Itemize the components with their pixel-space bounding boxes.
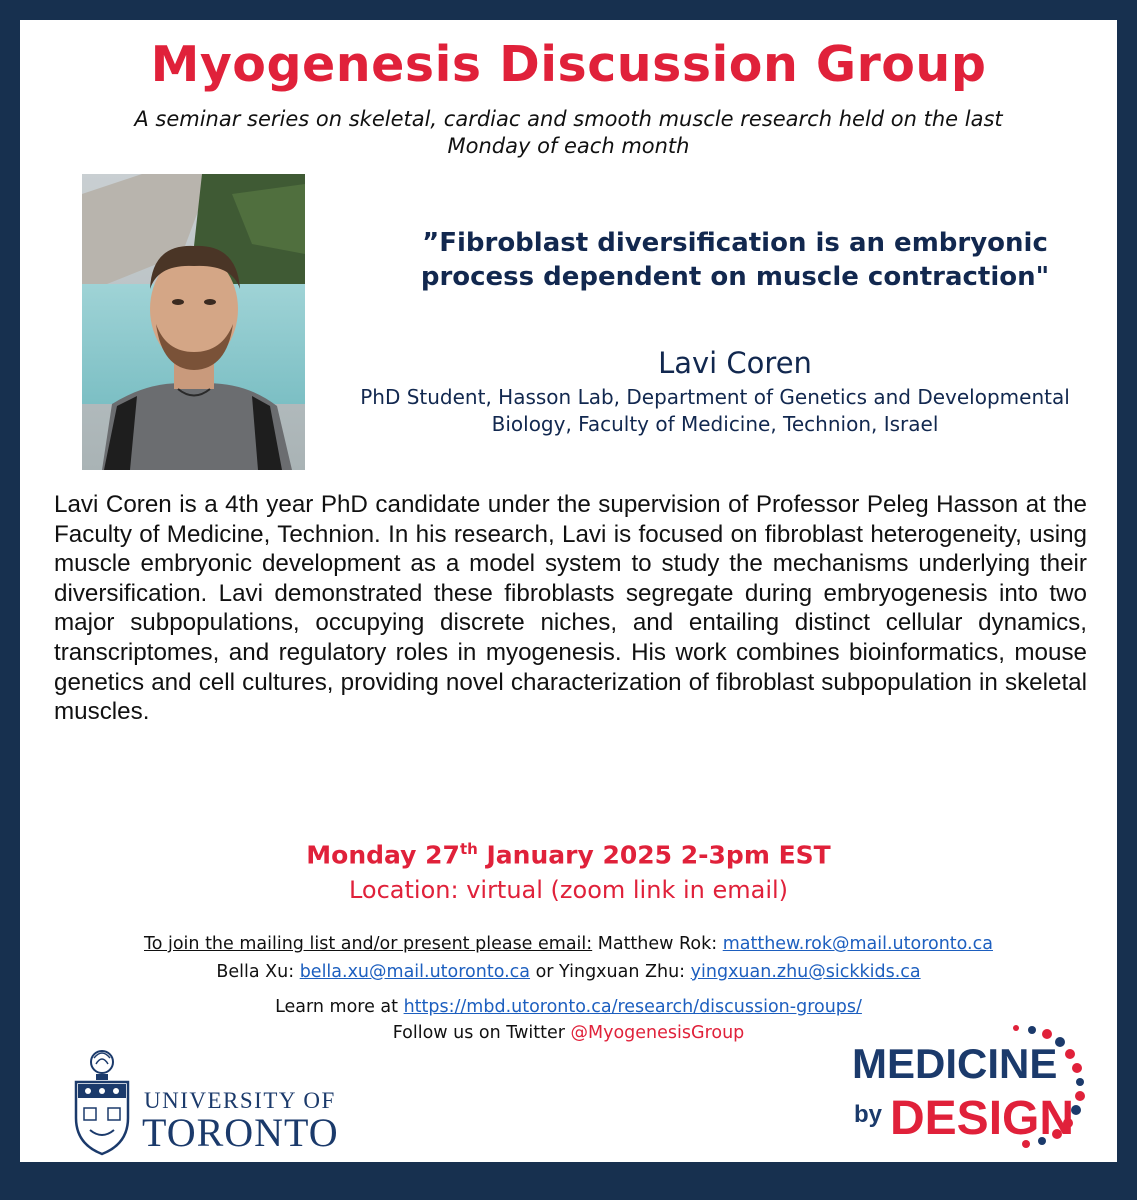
contact-or: or Yingxuan Zhu: <box>530 962 691 982</box>
talk-title: ”Fibroblast diversification is an embryonic process dependent on muscle contraction" <box>420 228 1050 292</box>
uoft-line-2: TORONTO <box>142 1110 339 1155</box>
contact-person-1: Matthew Rok: <box>592 934 723 954</box>
twitter-handle[interactable]: @MyogenesisGroup <box>570 1023 745 1043</box>
poster-subtitle: A seminar series on skeletal, cardiac and smooth muscle research held on the last Monday of each month <box>134 107 1003 158</box>
speaker-name: Lavi Coren <box>658 346 812 380</box>
mbd-line-1: MEDICINE <box>852 1040 1058 1087</box>
contact-person-2: Bella Xu: <box>216 962 300 982</box>
email-link-2[interactable]: bella.xu@mail.utoronto.ca <box>299 962 531 982</box>
poster-title: Myogenesis Discussion Group <box>150 36 987 93</box>
website-link[interactable]: https://mbd.utoronto.ca/research/discussion-groups/ <box>403 997 862 1017</box>
contact-intro: To join the mailing list and/or present please email: <box>144 934 593 954</box>
speaker-affiliation: PhD Student, Hasson Lab, Department of Genetics and Developmental Biology, Faculty of Medicine, Technion, Israel <box>360 385 1070 436</box>
speaker-photo <box>82 174 305 470</box>
twitter-prefix: Follow us on Twitter <box>392 1023 571 1043</box>
uoft-line-1: UNIVERSITY OF <box>144 1088 336 1113</box>
medicine-by-design-logo <box>842 1022 1090 1154</box>
university-of-toronto-logo <box>66 1048 376 1160</box>
mbd-by: by <box>854 1101 883 1128</box>
speaker-bio: Lavi Coren is a 4th year PhD candidate under the supervision of Professor Peleg Hasson at the Faculty of Medicine, Technion. In his research, Lavi is focused on fibroblast heterogeneity, using muscle embryonic development as a model system to study the mechanisms underlying their diversification. Lavi demonstrated these fibroblasts segregate during embryogenesis into two major subpopulations, occupying discrete niches, and entailing distinct cellular dynamics, transcriptomes, and regulatory roles in myogenesis. His work combines bioinformatics, mouse genetics and cell cultures, providing novel characterization of fibroblast subpopulation in skeletal muscles. <box>54 491 1087 726</box>
poster-panel <box>20 20 1117 1162</box>
event-date-rest: January 2025 2-3pm EST <box>477 840 831 870</box>
mbd-line-2: DESIGN <box>890 1092 1075 1145</box>
event-date-prefix: Monday 27 <box>306 840 460 870</box>
email-link-1[interactable]: matthew.rok@mail.utoronto.ca <box>722 934 993 954</box>
event-date-suffix-sup: th <box>459 840 478 858</box>
contact-info <box>20 930 1117 986</box>
uoft-crest-icon <box>76 1051 128 1154</box>
event-location: Location: virtual (zoom link in email) <box>348 876 789 904</box>
event-date <box>20 840 1117 869</box>
learn-prefix: Learn more at <box>275 997 404 1017</box>
email-link-3[interactable]: yingxuan.zhu@sickkids.ca <box>690 962 921 982</box>
